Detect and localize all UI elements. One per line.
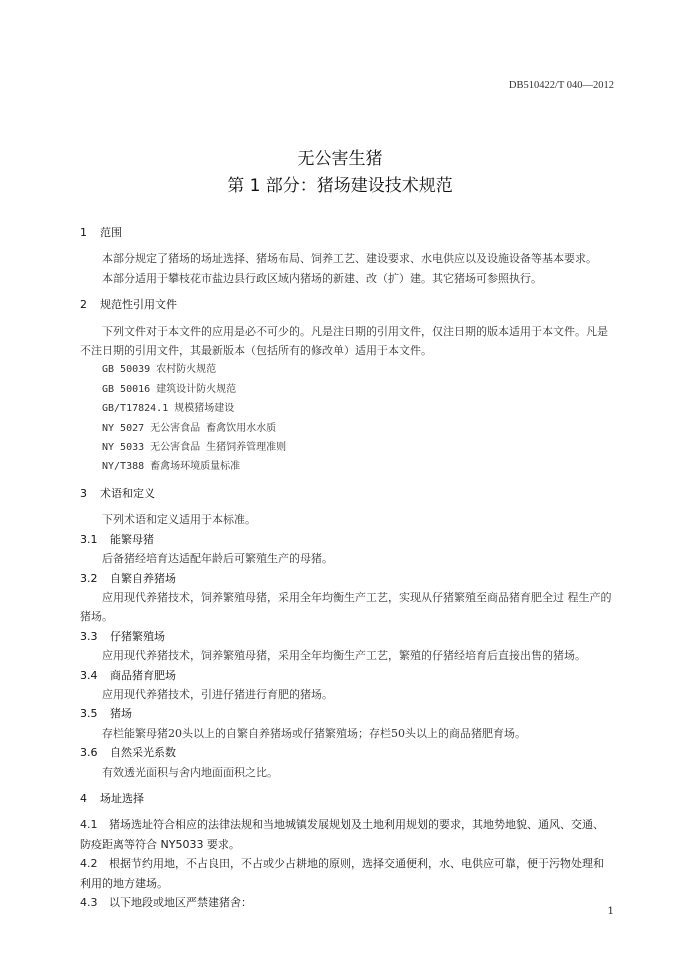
term-number: 3.4 [80, 668, 98, 682]
section-title: 规范性引用文件 [100, 298, 177, 312]
clause [80, 854, 614, 893]
term-number: 3.5 [80, 707, 98, 721]
document-subtitle: 第 1 部分：猪场建设技术规范 [227, 176, 453, 196]
clause-number: 4.3 [80, 896, 98, 909]
reference-item: GB 50016 建筑设计防火规范 [102, 383, 237, 395]
term-heading [80, 569, 614, 588]
term-definition: 应用现代养猪技术，饲养繁殖母猪，采用全年均衡生产工艺，繁殖的仔猪经培育后直接出售的猪场。 [102, 649, 586, 663]
term-definition: 后备猪经培育达适配年龄后可繁殖生产的母猪。 [102, 552, 333, 566]
paragraph: 下列文件对于本文件的应用是必不可少的。凡是注日期的引用文件，仅注日期的版本适用于本文件。凡是不注日期的引用文件，其最新版本（包括所有的修改单）适用于本文件。 [80, 324, 608, 358]
term-definition: 存栏能繁母猪20头以上的自繁自养猪场或仔猪繁殖场；存栏50头以上的商品猪肥育场。 [102, 726, 526, 740]
term-number: 3.2 [80, 571, 98, 585]
term-name: 仔猪繁殖场 [110, 629, 165, 643]
term-name: 自然采光系数 [110, 746, 176, 760]
clause-number: 4.2 [80, 857, 98, 871]
term-name: 自繁自养猪场 [110, 571, 176, 585]
term-name: 能繁母猪 [110, 532, 154, 546]
section-heading-2 [80, 295, 614, 314]
section-heading-1 [80, 223, 614, 242]
reference-item: GB/T17824.1 规模猪场建设 [102, 403, 235, 415]
clause-text: 以下地段或地区严禁建猪舍： [109, 896, 252, 909]
standard-code: DB510422/T 040—2012 [508, 80, 614, 91]
term-heading [80, 666, 614, 685]
term-heading [80, 743, 614, 762]
reference-item: GB 50039 农村防火规范 [102, 364, 217, 376]
clause [80, 815, 614, 854]
term-definition: 应用现代养猪技术，饲养繁殖母猪，采用全年均衡生产工艺，实现从仔猪繁殖至商品猪育肥全过 程生产的猪场。 [80, 590, 612, 624]
document-title: 无公害生猪 [297, 149, 383, 169]
term-heading [80, 704, 614, 723]
section-number: 3 [80, 486, 87, 500]
reference-item: NY 5027 无公害食品 畜禽饮用水水质 [102, 422, 277, 434]
section-heading-3 [80, 484, 614, 503]
section-title: 场址选择 [100, 791, 144, 805]
section-title: 范围 [100, 226, 122, 239]
paragraph: 下列术语和定义适用于本标准。 [102, 513, 256, 527]
term-number: 3.6 [80, 746, 98, 760]
clause [80, 893, 614, 912]
term-name: 猪场 [110, 707, 132, 721]
section-title: 术语和定义 [100, 486, 155, 500]
clause-text: 根据节约用地，不占良田，不占或少占耕地的原则，选择交通便利，水、电供应可靠，便于污物处理和利用的地方建场。 [80, 857, 604, 890]
term-heading [80, 530, 614, 549]
document-body [80, 223, 614, 912]
clause-number: 4.1 [80, 818, 98, 832]
term-heading [80, 627, 614, 646]
section-number: 2 [80, 298, 87, 312]
term-definition: 有效透光面积与舍内地面面积之比。 [102, 765, 278, 779]
reference-item: NY/T388 畜禽场环境质量标准 [102, 461, 241, 473]
term-name: 商品猪育肥场 [110, 668, 176, 682]
clause-text: 猪场选址符合相应的法律法规和当地城镇发展规划及土地利用规划的要求，其地势地貌、通风、交通、防疫距离等符合 NY5033 要求。 [80, 818, 604, 851]
reference-item: NY 5033 无公害食品 生猪饲养管理准则 [102, 442, 287, 454]
paragraph: 本部分规定了猪场的场址选择、猪场布局、饲养工艺、建设要求、水电供应以及设施设备等基本要求。 [102, 252, 597, 266]
section-number: 1 [80, 226, 87, 239]
term-number: 3.1 [80, 532, 98, 546]
page-number: 1 [607, 905, 614, 917]
term-definition: 应用现代养猪技术，引进仔猪进行育肥的猪场。 [102, 687, 333, 701]
section-number: 4 [80, 791, 87, 805]
paragraph: 本部分适用于攀枝花市盐边县行政区域内猪场的新建、改（扩）建。其它猪场可参照执行。 [102, 271, 542, 285]
term-number: 3.3 [80, 629, 98, 643]
section-heading-4 [80, 789, 614, 808]
